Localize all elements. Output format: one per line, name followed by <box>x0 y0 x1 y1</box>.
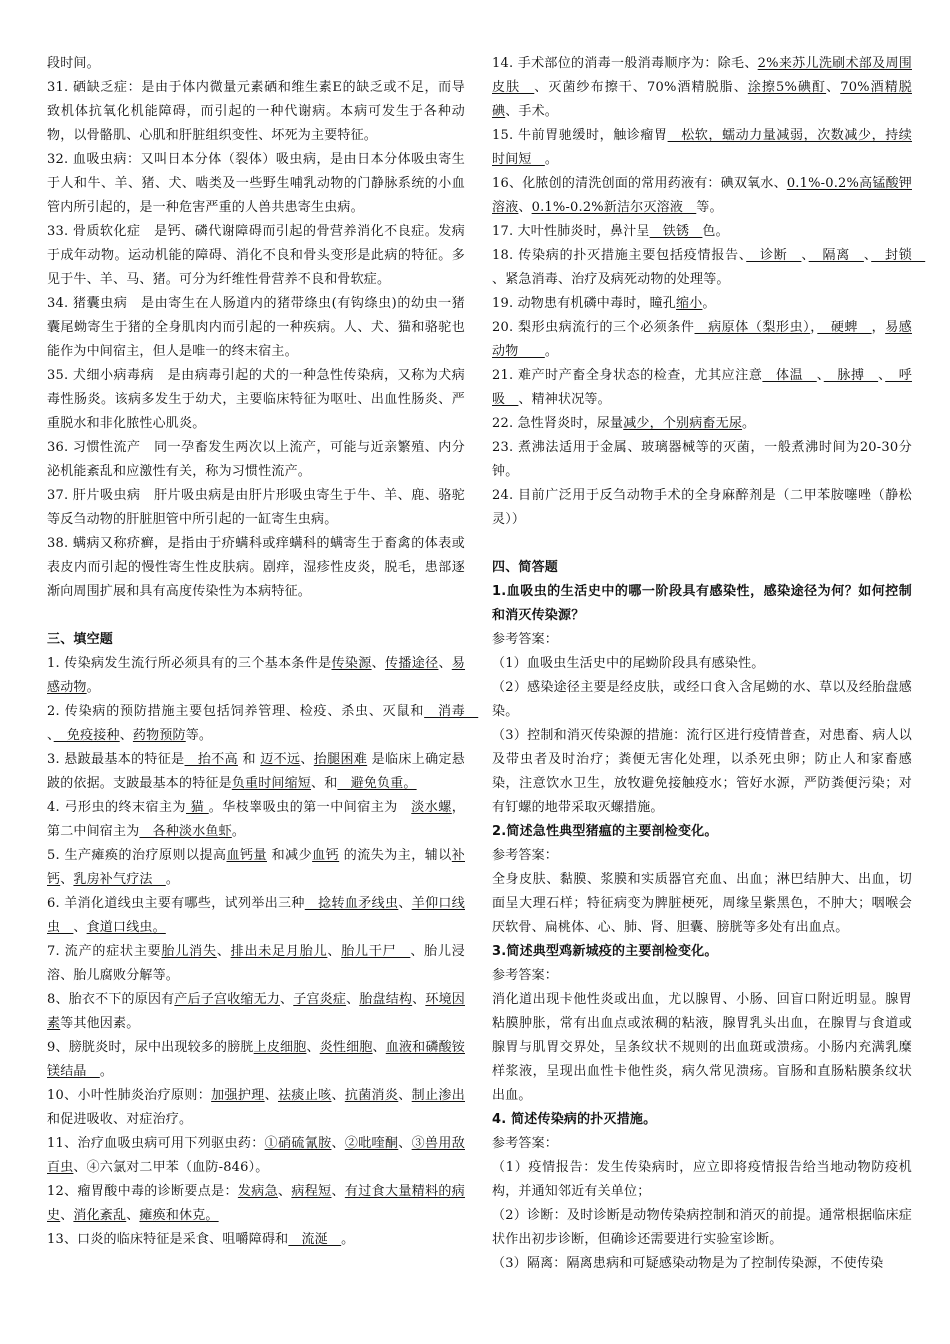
answer-blank: 胎盘结构 <box>359 992 413 1007</box>
fill-blank-item <box>47 748 465 796</box>
text-run: 16、化脓创的清洗创面的常用药液有：碘双氧水、 <box>492 176 787 191</box>
text-run: 12、瘤胃酸中毒的诊断要点是： <box>47 1184 238 1199</box>
answer-blank: 诊断 <box>746 248 802 263</box>
text-run: 37. 肝片吸虫病 肝片吸虫病是由肝片形吸虫寄生于牛、羊、鹿、骆驼等反刍动物的肝脏胆管中所引起的一缸寄生虫病。 <box>47 488 465 527</box>
text-run: 、 <box>816 368 824 383</box>
answer-blank: 0.1%-0.2%新洁尔灭溶液 <box>531 200 697 215</box>
answer-paragraph: （3）隔离：隔离患病和可疑感染动物是为了控制传染源，不使传染 <box>492 1256 884 1271</box>
answer-blank: 乳房补气疗法 <box>73 872 166 887</box>
text-run: 、 <box>412 992 426 1007</box>
text-run: 和促进吸收、对症治疗。 <box>47 1112 193 1127</box>
text-run: 。 <box>165 872 180 887</box>
text-run: 、 <box>398 1136 412 1151</box>
answer-blank: 环境因素 <box>47 992 465 1031</box>
text-run: 、 <box>518 200 532 215</box>
reference-answer-label: 参考答案： <box>492 968 559 983</box>
text-run: 、 <box>398 896 412 911</box>
text-run: 等。 <box>185 728 213 743</box>
answer-blank: 免疫接种 <box>53 728 120 743</box>
answer-blank: 缩小 <box>676 296 703 311</box>
fill-blank-item <box>47 1228 465 1252</box>
answer-blank: 子宫炎症 <box>293 992 347 1007</box>
answer-paragraph: （2）诊断：及时诊断是动物传染病控制和消灭的前提。通常根据临床症状作出初步诊断，但确诊还需要进行实验室诊断。 <box>492 1208 912 1247</box>
answer-blank: 血钙 <box>312 848 340 863</box>
text-run: 是临床上确定悬跛的依据。支跛最基本的特征是 <box>47 752 466 791</box>
answer-blank: 排出未足月胎儿 <box>230 944 328 959</box>
answer-blank: 猫 <box>185 800 209 815</box>
answer-blank: 涂擦5%碘酊 <box>747 80 827 95</box>
text-run: 、 <box>878 368 886 383</box>
answer-blank: 传染源 <box>331 656 372 671</box>
answer-blank: 补钙 <box>47 848 465 887</box>
text-run: 、 <box>126 1208 140 1223</box>
answer-blank: 易感动物 <box>492 320 912 359</box>
text-run: 、 <box>331 1184 345 1199</box>
answer-blank: 制止渗出 <box>411 1088 465 1103</box>
text-run: 、 <box>327 944 342 959</box>
text-run: 、 <box>331 1136 345 1151</box>
text-run: 、 <box>398 1088 412 1103</box>
answer-blank: 体温 <box>762 368 817 383</box>
short-answer-list <box>492 580 912 1276</box>
answer-blank: ①硝硫氰胺 <box>264 1136 332 1151</box>
answer-blank: 消化紊乱 <box>73 1208 127 1223</box>
text-run: 、 <box>346 992 360 1007</box>
right-column <box>492 52 926 1276</box>
fill-blank-item <box>492 244 926 292</box>
section-title-fill-blank: 三、填空题 <box>47 632 114 647</box>
text-run: 2. 传染病的预防措施主要包括饲养管理、检疫、杀虫、灭鼠和 <box>47 704 425 719</box>
answer-blank: 消毒 <box>424 704 479 719</box>
text-run: 、 <box>372 1040 386 1055</box>
fill-blank-item <box>47 892 465 940</box>
answer-paragraph: （3）控制和消灭传染源的措施：流行区进行疫情普查，对患畜、病人以及带虫者及时治疗；粪便无害化处理，以杀死虫卵；防止人和家畜感染，注意饮水卫生，放牧避免接触疫水；管好水源，严防粪便污染；对有钉螺的地带采取灭螺措施。 <box>492 728 912 815</box>
fill-blank-item <box>492 316 912 364</box>
answer-blank: 淡水螺 <box>411 800 452 815</box>
fill-blank-item <box>47 844 465 892</box>
answer-paragraph: （2）感染途径主要是经皮肤，或经口食入含尾蚴的水、草以及经胎盘感染。 <box>492 680 912 719</box>
fill-blank-item <box>47 1180 465 1228</box>
answer-blank: 发病急 <box>237 1184 278 1199</box>
answer-blank: 病程短 <box>291 1184 332 1199</box>
text-run: 等其他因素。 <box>60 1016 140 1031</box>
fill-blank-item <box>492 484 912 532</box>
text-run: 5. 生产瘫痪的治疗原则以提高 <box>47 848 227 863</box>
text-run: 36. 习惯性流产 同一孕畜发生两次以上流产，可能与近亲繁殖、内分泌机能紊乱和应激性有关，称为习惯性流产。 <box>47 440 465 479</box>
text-run: 和 <box>237 752 261 767</box>
fill-blank-item <box>492 172 912 220</box>
text-run: 32. 血吸虫病：又叫日本分体（裂体）吸虫病，是由日本分体吸虫寄生于人和牛、羊、猪、犬、啮类及一些野生哺乳动物的门静脉系统的小血管内所引起的，是一种危害严重的人兽共患寄生虫病。 <box>47 152 465 215</box>
text-run: 、 <box>216 944 231 959</box>
definition-item <box>47 148 465 220</box>
question-title: 3.简述典型鸡新城疫的主要剖检变化。 <box>492 944 718 959</box>
text-run: 。 <box>544 344 559 359</box>
text-run: 33. 骨质软化症 是钙、磷代谢障碍而引起的骨营养消化不良症。发病于成年动物。运动机能的障碍、消化不良和骨头变形是此病的特征。多见于牛、羊、马、猪。可分为纤维性骨营养不良和骨软症。 <box>47 224 465 287</box>
fill-blank-item <box>47 700 479 748</box>
answer-blank: 胎儿消失 <box>161 944 217 959</box>
fill-blank-item <box>47 940 465 988</box>
definition-item <box>47 292 465 364</box>
text-run: 15. 牛前胃驰缓时，触诊瘤胃 <box>492 128 668 143</box>
text-run: 、 <box>300 752 314 767</box>
text-run: 。 <box>544 152 559 167</box>
answer-blank: 呼吸 <box>492 368 912 407</box>
text-run: 8、胎衣不下的原因有 <box>47 992 175 1007</box>
section-title-short-answer: 四、简答题 <box>492 560 559 575</box>
answer-blank: 铁锈 <box>649 224 703 239</box>
answer-blank: 抬腿困难 <box>313 752 368 767</box>
fill-blank-item <box>492 364 912 412</box>
answer-blank: 产后子宫收缩无力 <box>174 992 281 1007</box>
text-run: 24. 目前广泛用于反刍动物手术的全身麻醉剂是（二甲苯胺噻唑（静松灵）） <box>492 488 912 527</box>
fill-blank-item <box>47 1132 465 1180</box>
definition-item <box>47 484 465 532</box>
answer-blank: 羊仰口线虫 <box>47 896 465 935</box>
text-run: 35. 犬细小病毒病 是由病毒引起的犬的一种急性传染病，又称为犬病毒性肠炎。该病多发生于幼犬，主要临床特征为呕吐、出血性肠炎、严重脱水和非化脓性心肌炎。 <box>47 368 465 431</box>
answer-blank: 抗菌消炎 <box>344 1088 399 1103</box>
answer-blank: 病原体（梨形虫） <box>694 320 811 335</box>
text-run: ，第二中间宿主为 <box>47 800 465 839</box>
question-title: 2.简述急性典型猪瘟的主要剖检变化。 <box>492 824 718 839</box>
answer-blank: 迈不远 <box>260 752 301 767</box>
answer-blank: 食道口线虫。 <box>86 920 166 935</box>
fill-blank-item <box>47 988 465 1036</box>
text-run: 、 <box>371 656 385 671</box>
text-run: 。 <box>99 1064 114 1079</box>
text-run: 。 <box>341 1232 355 1247</box>
answer-blank: ②吡喹酮 <box>344 1136 399 1151</box>
text-run: 4. 弓形虫的终末宿主为 <box>47 800 186 815</box>
text-run: 、 <box>863 248 872 263</box>
fill-blank-list-right <box>492 52 926 532</box>
text-run: 13、口炎的临床特征是采食、咀嚼障碍和 <box>47 1232 289 1247</box>
text-run: 3. 悬跛最基本的特征是 <box>47 752 185 767</box>
text-run: 、 <box>60 872 74 887</box>
text-run: ， <box>810 320 818 335</box>
text-run: 20. 梨形虫病流行的三个必须条件 <box>492 320 695 335</box>
text-run: 和减少 <box>266 848 313 863</box>
fill-blank-list-left <box>47 652 479 1252</box>
text-run: 19. 动物患有机磷中毒时，瞳孔 <box>492 296 677 311</box>
definition-item <box>47 76 465 148</box>
answer-blank: 抬不高 <box>184 752 238 767</box>
fill-blank-item <box>492 412 912 436</box>
text-run: 6. 羊消化道线虫主要有哪些，试列举出三种 <box>47 896 305 911</box>
text-run: 、紧急消毒、治疗及病死动物的处理等。 <box>492 272 730 287</box>
text-run: 等。 <box>696 200 723 215</box>
text-run: 23. 煮沸法适用于金属、玻璃器械等的灭菌，一般煮沸时间为20-30分钟。 <box>492 440 912 479</box>
answer-blank: 血液和磷酸铵镁结晶 <box>47 1040 465 1079</box>
answer-blank: 有过食大量精料的病史 <box>47 1184 465 1223</box>
text-run: 、 <box>47 728 54 743</box>
text-run: 21. 难产时产畜全身状态的检查，尤其应注意 <box>492 368 763 383</box>
answer-blank: 2%来苏儿洗刷术部及周围皮肤 <box>492 56 912 95</box>
text-run: 的流失为主，辅以 <box>339 848 452 863</box>
fill-blank-item <box>492 124 912 172</box>
text-run: 7. 流产的症状主要 <box>47 944 162 959</box>
fill-blank-item <box>492 436 912 484</box>
fill-blank-item <box>492 220 912 244</box>
text-run: 、 <box>438 656 452 671</box>
text-run: 、胎儿浸溶、胎儿腐败分解等。 <box>47 944 465 983</box>
fill-blank-item <box>492 292 912 316</box>
reference-answer-label: 参考答案： <box>492 1136 559 1151</box>
intro-text: 段时间。 <box>47 56 100 71</box>
question-title: 1.血吸虫的生活史中的哪一阶段具有感染性，感染途径为何？如何控制和消灭传染源？ <box>492 584 912 623</box>
answer-blank: 传播途径 <box>384 656 439 671</box>
fill-blank-item <box>47 652 465 700</box>
text-run: 22. 急性肾炎时，尿量 <box>492 416 624 431</box>
fill-blank-item <box>47 1084 465 1132</box>
left-column <box>47 52 479 1252</box>
text-run: 、 <box>331 1088 345 1103</box>
text-run: 、 <box>73 920 87 935</box>
definition-item <box>47 532 465 604</box>
text-run: 17. 大叶性肺炎时，鼻汁呈 <box>492 224 650 239</box>
answer-blank: 封锁 <box>871 248 926 263</box>
answer-blank: 脉搏 <box>823 368 879 383</box>
answer-blank: 瘫痪和休克。 <box>139 1208 219 1223</box>
text-run: 、 <box>264 1088 278 1103</box>
text-run: 31. 硒缺乏症：是由于体内微量元素硒和维生素E的缺乏或不足，而导致机体抗氧化机能障碍，而引起的一种代谢病。本病可发生于各种动物，以骨骼肌、心肌和肝脏组织变性、坏死为主要特征。 <box>47 80 465 143</box>
definition-item <box>47 436 465 484</box>
answer-blank: 隔离 <box>808 248 864 263</box>
text-run: 。 <box>742 416 756 431</box>
answer-blank: 减少，个别病畜无尿 <box>623 416 743 431</box>
answer-blank: 硬蜱 <box>817 320 872 335</box>
answer-blank: 松软，蠕动力量减弱，次数减少，持续时间短 <box>492 128 912 167</box>
text-run: 。华枝睾吸虫的第一中间宿主为 <box>208 800 412 815</box>
text-run: 、灭菌纱布擦干、70%酒精脱脂、 <box>534 80 748 95</box>
text-run: 、 <box>60 1208 74 1223</box>
answer-paragraph: 消化道出现卡他性炎或出血，尤以腺胃、小肠、回盲口附近明显。腺胃粘膜肿胀，常有出血点或浓稠的粘液，腺胃乳头出血，在腺胃与食道或腺胃与肌胃交界处，呈条纹状不规则的出血斑或溃疡。小肠内充满乳糜样浆液，呈现出血性卡他性炎，病久常见溃疡。盲肠和直肠粘膜条纹状出血。 <box>492 992 912 1103</box>
fill-blank-item <box>492 52 912 124</box>
answer-blank: 上皮细胞 <box>253 1040 307 1055</box>
answer-blank: 药物预防 <box>132 728 186 743</box>
reference-answer-label: 参考答案： <box>492 848 559 863</box>
answer-blank: 0.1%-0.2%高锰酸钾溶液 <box>492 176 912 215</box>
definition-item <box>47 220 465 292</box>
text-run: 10、小叶性肺炎治疗原则： <box>47 1088 212 1103</box>
text-run: 、④六氯对二甲苯（血防-846）。 <box>73 1160 269 1175</box>
text-run: 、 <box>278 1184 292 1199</box>
text-run: 14. 手术部位的消毒一般消毒顺序为：除毛、 <box>492 56 758 71</box>
text-run: 、 <box>306 1040 320 1055</box>
text-run: 34. 猪囊虫病 是由寄生在人肠道内的猪带绦虫(有钩绦虫)的幼虫一猪囊尾蚴寄生于猪的全身肌肉内而引起的一种疾病。人、犬、猫和骆驼也能作为中间宿主，但人是唯一的终末宿主。 <box>47 296 465 359</box>
text-run: 。 <box>86 680 100 695</box>
text-run: 、 <box>801 248 809 263</box>
answer-blank: 血钙量 <box>226 848 267 863</box>
text-run: 18. 传染病的扑灭措施主要包括疫情报告、 <box>492 248 747 263</box>
text-run: 。 <box>702 296 716 311</box>
answer-blank: 避免负重。 <box>337 776 417 791</box>
answer-blank: 胎儿干尸 <box>341 944 411 959</box>
answer-blank: 流涎 <box>288 1232 342 1247</box>
answer-blank: 炎性细胞 <box>319 1040 373 1055</box>
text-run: 、和 <box>311 776 338 791</box>
answer-blank: 捻转血矛线虫 <box>304 896 399 911</box>
text-run: ， <box>871 320 886 335</box>
definitions-list <box>47 76 465 604</box>
text-run: 。 <box>231 824 246 839</box>
fill-blank-item <box>47 796 465 844</box>
text-run: 色。 <box>702 224 729 239</box>
fill-blank-item <box>47 1036 465 1084</box>
text-run: 、精神状况等。 <box>518 392 611 407</box>
text-run: 、 <box>119 728 133 743</box>
answer-blank: ③兽用敌百虫 <box>47 1136 465 1175</box>
text-run: 、 <box>826 80 841 95</box>
answer-blank: 祛痰止咳 <box>277 1088 332 1103</box>
text-run: 、手术。 <box>505 104 559 119</box>
answer-paragraph: 全身皮肤、黏膜、浆膜和实质器官充血、出血；淋巴结肿大、出血，切面呈大理石样；特征病变为脾脏梗死，周缘呈紫黑色，不肿大；咽喉会厌软骨、扁桃体、心、肺、肾、胆囊、膀胱等多处有出血点。 <box>492 872 912 935</box>
answer-blank: 各种淡水鱼虾 <box>139 824 232 839</box>
answer-paragraph: （1）血吸虫生活史中的尾蚴阶段具有感染性。 <box>492 656 765 671</box>
text-run: 、 <box>280 992 294 1007</box>
question-title: 4. 简述传染病的扑灭措施。 <box>492 1112 657 1127</box>
answer-blank: 70%酒精脱碘 <box>492 80 912 119</box>
reference-answer-label: 参考答案： <box>492 632 559 647</box>
text-run: 1. 传染病发生流行所必须具有的三个基本条件是 <box>47 656 332 671</box>
text-run: 9、膀胱炎时，尿中出现较多的膀胱 <box>47 1040 254 1055</box>
text-run: 38. 螨病又称疥癣，是指由于疥螨科或痒螨科的螨寄生于畜禽的体表或表皮内而引起的慢性寄生性皮肤病。剧痒，湿疹性皮炎，脱毛，患部逐渐向周围扩展和具有高度传染性为本病特征。 <box>47 536 465 599</box>
answer-blank: 易感动物 <box>47 656 466 695</box>
definition-item <box>47 364 465 436</box>
answer-paragraph: （1）疫情报告：发生传染病时，应立即将疫情报告给当地动物防疫机构，并通知邻近有关单位； <box>492 1160 912 1199</box>
answer-blank: 负重时间缩短 <box>231 776 312 791</box>
answer-blank: 加强护理 <box>211 1088 265 1103</box>
text-run: 11、治疗血吸虫病可用下列驱虫药： <box>47 1136 265 1151</box>
